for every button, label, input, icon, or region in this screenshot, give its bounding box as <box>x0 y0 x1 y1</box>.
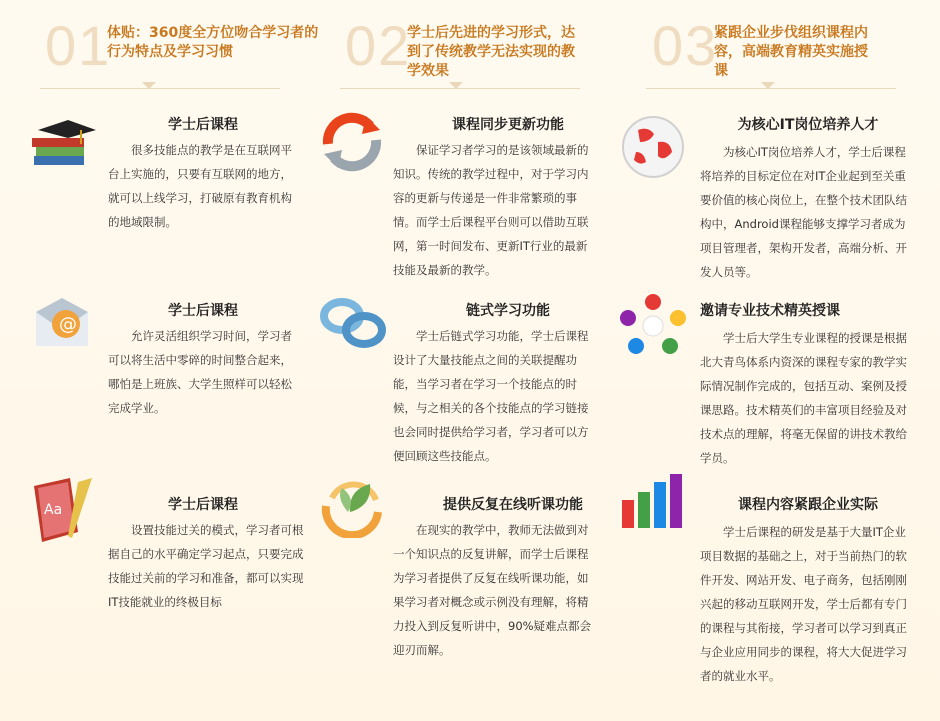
feature-title: 课程内容紧跟企业实际 <box>738 497 878 513</box>
feature-item <box>28 296 298 446</box>
svg-text:Aa: Aa <box>44 502 63 518</box>
feature-body: 设置技能过关的模式，学习者可根据自己的水平确定学习起点，只要完成技能过关前的学习和准备，都可以实现IT技能就业的终极目标 <box>108 523 304 609</box>
feature-title: 课程同步更新功能 <box>452 117 564 133</box>
feature-item <box>618 490 918 715</box>
feature-item <box>318 296 608 471</box>
feature-title: 学士后课程 <box>168 497 238 513</box>
feature-title: 邀请专业技术精英授课 <box>700 303 840 319</box>
header-notch <box>142 82 156 89</box>
header-number: 02 <box>345 14 412 77</box>
feature-item <box>618 110 918 290</box>
feature-item <box>28 110 298 260</box>
feature-title: 学士后课程 <box>168 303 238 319</box>
leaf-recycle-icon <box>318 476 390 548</box>
feature-item <box>28 490 304 650</box>
people-circle-icon <box>618 292 690 364</box>
feature-title: 为核心IT岗位培养人才 <box>737 117 879 133</box>
header-number: 01 <box>45 14 112 77</box>
svg-text:@: @ <box>59 314 77 335</box>
feature-item <box>618 296 918 476</box>
feature-body: 学士后链式学习功能，学士后课程设计了大量技能点之间的关联提醒功能，当学习者在学习一个技能点的时候，与之相关的各个技能点的学习链接也会同时提供给学习者，学习者可以方便回顾这些技能点。 <box>393 329 589 463</box>
feature-body: 学士后课程的研发是基于大量IT企业项目数据的基础之上，对于当前热门的软件开发、网站开发、电子商务，包括刚刚兴起的移动互联网开发，学士后都有专门的课程与其衔接，学习者可以学习到真正与企业应用同步的课程，将大大促进学习者的就业水平。 <box>700 525 907 683</box>
books-graduation-cap-icon <box>28 116 100 188</box>
feature-title: 提供反复在线听课功能 <box>443 497 583 513</box>
globe-icon <box>618 112 690 184</box>
feature-body: 很多技能点的教学是在互联网平台上实施的，只要有互联网的地方，就可以上线学习，打破原有教育机构的地域限制。 <box>108 143 292 229</box>
header-notch <box>761 82 775 89</box>
header-text: 体贴：360度全方位吻合学习者的行为特点及学习习惯 <box>107 25 319 60</box>
header-number: 03 <box>652 14 719 77</box>
bar-chart-icon <box>618 470 690 542</box>
header-01 <box>45 10 345 90</box>
feature-body: 学士后大学生专业课程的授课是根据北大青鸟体系内资深的课程专家的教学实际情况制作完成的，包括互动、案例及授课思路。技术精英们的丰富项目经验及对技术点的理解，将毫无保留的讲技术教给学员。 <box>700 331 907 465</box>
feature-title: 学士后课程 <box>168 117 238 133</box>
feature-body: 为核心IT岗位培养人才，学士后课程将培养的目标定位在对IT企业起到至关重要价值的核心岗位上，在整个技术团队结构中，Android课程能够支撑学习者成为项目管理者，架构开发者，高端分析、开发人员等。 <box>700 145 907 279</box>
feature-item <box>318 110 608 290</box>
book-pen-icon <box>28 472 100 544</box>
sync-arrows-icon <box>318 110 390 182</box>
header-divider <box>40 88 280 89</box>
header-text: 学士后先进的学习形式，达到了传统教学无法实现的教学效果 <box>407 25 575 79</box>
header-notch <box>449 82 463 89</box>
feature-body: 在现实的教学中，教师无法做到对一个知识点的反复讲解，而学士后课程为学习者提供了反复在线听课功能，如果学习者对概念或示例没有理解，将精力投入到反复听讲中，90%疑难点都会迎刃而解。 <box>393 523 592 657</box>
header-text: 紧跟企业步伐组织课程内容，高端教育精英实施授课 <box>714 25 868 79</box>
header-02 <box>345 10 645 90</box>
feature-item <box>318 490 608 665</box>
feature-body: 允许灵活组织学习时间，学习者可以将生活中零碎的时间整合起来，哪怕是上班族、大学生照样可以轻松完成学业。 <box>108 329 292 415</box>
email-at-icon <box>28 292 100 364</box>
feature-body: 保证学习者学习的是该领域最新的知识。传统的教学过程中，对于学习内容的更新与传递是一件非常繁琐的事情。而学士后课程平台则可以借助互联网，第一时间发布、更新IT行业的最新技能及最新的教学。 <box>393 143 589 277</box>
chain-link-icon <box>318 290 390 362</box>
header-03 <box>652 10 940 90</box>
feature-title: 链式学习功能 <box>466 303 550 319</box>
